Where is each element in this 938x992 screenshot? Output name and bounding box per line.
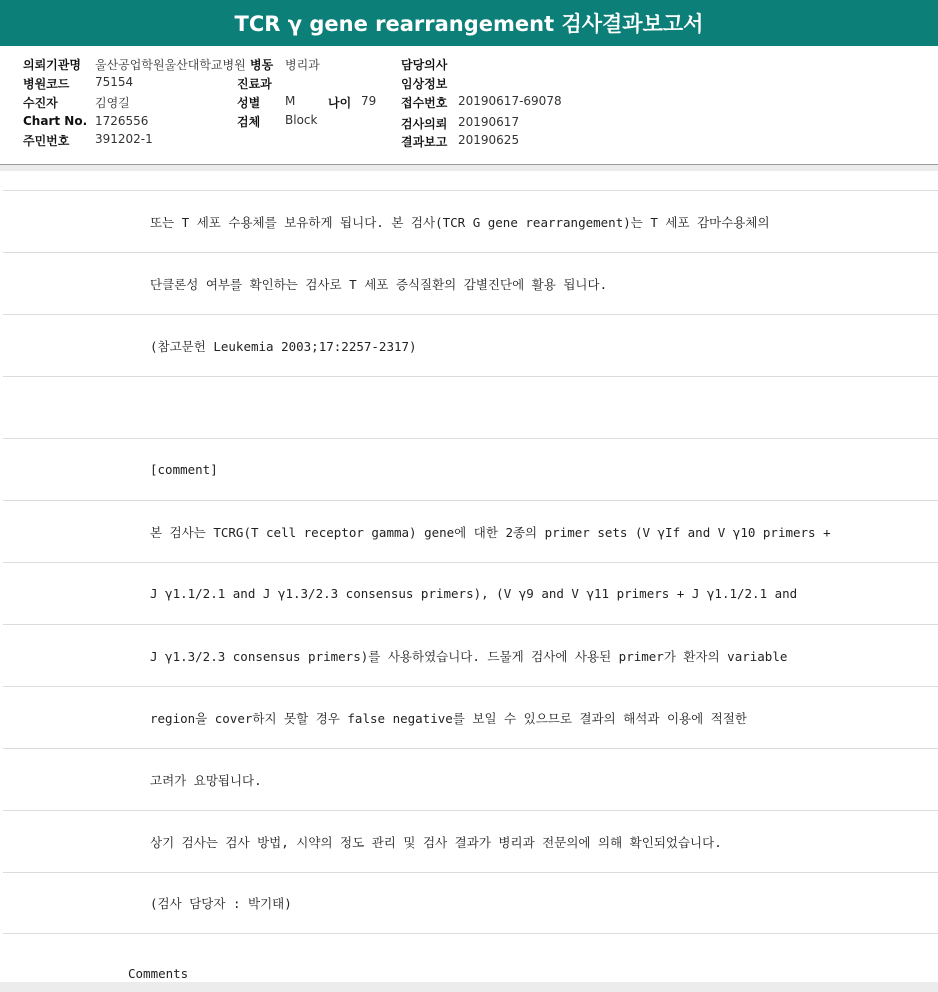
accession-no-value: 20190617-69078 (458, 94, 562, 108)
hospital-code-value: 75154 (95, 75, 134, 89)
report-line: J γ1.1/2.1 and J γ1.3/2.3 consensus primers), (V γ9 and V γ11 primers + J γ1.1/2.1 and (3, 562, 938, 624)
patient-value: 김영길 (95, 96, 130, 110)
report-header (0, 46, 938, 165)
report-line: 고려가 요망됩니다. (3, 748, 938, 810)
hospital-code-label: 병원코드 (23, 77, 70, 91)
sex-label: 성별 (237, 96, 261, 110)
header-separator (0, 165, 938, 171)
institution-label: 의뢰기관명 (23, 58, 81, 72)
comments-label: Comments (128, 966, 189, 981)
specimen-label: 검체 (237, 115, 261, 129)
report-date-value: 20190625 (458, 133, 520, 147)
report-line: 또는 T 세포 수용체를 보유하게 됩니다. 본 검사(TCR G gene rearrangement)는 T 세포 감마수용체의 (3, 190, 938, 252)
sex-value: M (285, 94, 296, 108)
request-date-label: 검사의뢰 (401, 117, 448, 131)
report-line: (검사 담당자 : 박기태) (3, 872, 938, 934)
report-line: J γ1.3/2.3 consensus primers)를 사용하였습니다. 드물게 검사에 사용된 primer가 환자의 variable (3, 624, 938, 686)
age-label: 나이 (328, 96, 352, 110)
chart-no-label: Chart No. (23, 114, 88, 128)
age-value: 79 (361, 94, 377, 108)
report-line: [comment] (3, 438, 938, 500)
report-line: (참고문헌 Leukemia 2003;17:2257-2317) (3, 314, 938, 376)
bottom-bar (0, 982, 938, 992)
report-body (3, 190, 938, 934)
department-label: 진료과 (237, 77, 272, 91)
resident-no-value: 391202-1 (95, 132, 153, 146)
institution-value: 울산공업학원울산대학교병원 (95, 58, 246, 72)
ward-label: 병동 (250, 58, 274, 72)
chart-no-value: 1726556 (95, 114, 149, 128)
accession-no-label: 접수번호 (401, 96, 448, 110)
report-line: 본 검사는 TCRG(T cell receptor gamma) gene에 대한 2종의 primer sets (V γIf and V γ10 primers + (3, 500, 938, 562)
report-line (3, 376, 938, 438)
clinical-info-label: 임상정보 (401, 77, 448, 91)
report-line: 단클론성 여부를 확인하는 검사로 T 세포 증식질환의 감별진단에 활용 됩니다. (3, 252, 938, 314)
report-date-label: 결과보고 (401, 135, 448, 149)
doctor-label: 담당의사 (401, 58, 448, 72)
report-line: 상기 검사는 검사 방법, 시약의 정도 관리 및 검사 결과가 병리과 전문의에 의해 확인되었습니다. (3, 810, 938, 872)
ward-value: 병리과 (285, 58, 320, 72)
request-date-value: 20190617 (458, 115, 520, 129)
report-line: region을 cover하지 못할 경우 false negative를 보일 수 있으므로 결과의 해석과 이용에 적절한 (3, 686, 938, 748)
specimen-value: Block (285, 113, 318, 127)
patient-label: 수진자 (23, 96, 58, 110)
report-title: TCR γ gene rearrangement 검사결과보고서 (0, 0, 938, 46)
resident-no-label: 주민번호 (23, 134, 70, 148)
